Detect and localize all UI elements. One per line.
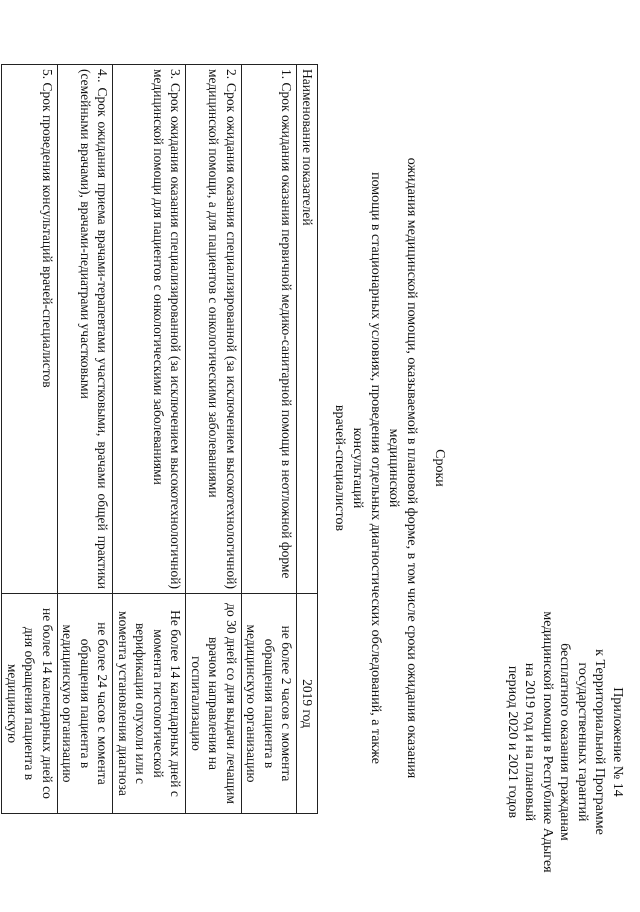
indicator-name: 3. Срок ожидания оказания специализированной (за исключением высокотехнологичной) медицинской помощи для пациентов с онкологическими заболеваниями [113,65,186,594]
appendix-line: период 2020 и 2021 годов [505,665,520,819]
indicator-name: 2. Срок ожидания оказания специализированной (за исключением высокотехнологичной) медицинской помощи, а для пациентов с онкологическими заболеваниями [186,65,242,594]
table-row [113,65,186,814]
indicator-value: не более 2 часов с момента обращения пациента в медицинскую организацию [242,594,298,814]
heading-line: помощи в стационарных условиях, проведения отдельных диагностических обследований, а также консультаций [350,172,383,764]
indicator-value: до 30 дней со дня выдачи лечащим врачом направления на госпитализацию [186,594,242,814]
indicator-name: 5. Срок проведения консультаций врачей-специалистов [2,65,58,594]
heading-line: врачей-специалистов [332,404,347,532]
appendix-line: бесплатного оказания гражданам [557,643,573,841]
indicator-value: не более 24 часов с момента обращения пациента в медицинскую организацию [58,594,114,814]
document-heading [330,130,448,806]
indicator-name: 4.. Срок ожидания приема врачами-терапевтами участковыми, врачами общей практики (семейными врачами), врачами-педиатрами участковыми [58,65,114,594]
indicator-value: не более 14 календарных дней со дня обращения пациента в медицинскую [2,594,58,814]
table-row [58,65,114,814]
table-row [242,65,298,814]
appendix-line: медицинской помощи в Республике Адыгея [540,611,555,873]
appendix-line: на 2019 год и на плановый [522,662,538,822]
indicator-name: 1. Срок ожидания оказания первичной медико-санитарной помощи в неотложной форме [242,65,298,594]
heading-line: ожидания медицинской помощи, оказываемой в плановой форме, в том числе сроки ожидания оказания медицинской [386,157,419,779]
header-year: 2019 год [297,594,318,814]
appendix-line: к Территориальной Программе [592,649,608,835]
table-row [186,65,242,814]
appendix-block [504,572,627,912]
indicator-value: Не более 14 календарных дней с момента гистологической верификации опухоли или с момента установления диагноза [113,594,186,814]
header-indicator-name: Наименование показателей [297,65,318,594]
waiting-terms-table [2,64,319,814]
appendix-line: государственных гарантий [575,662,590,822]
document-title: Сроки [432,449,447,487]
appendix-line: Приложение № 14 [610,687,625,797]
table-row [2,65,58,814]
table-header-row [297,65,318,814]
